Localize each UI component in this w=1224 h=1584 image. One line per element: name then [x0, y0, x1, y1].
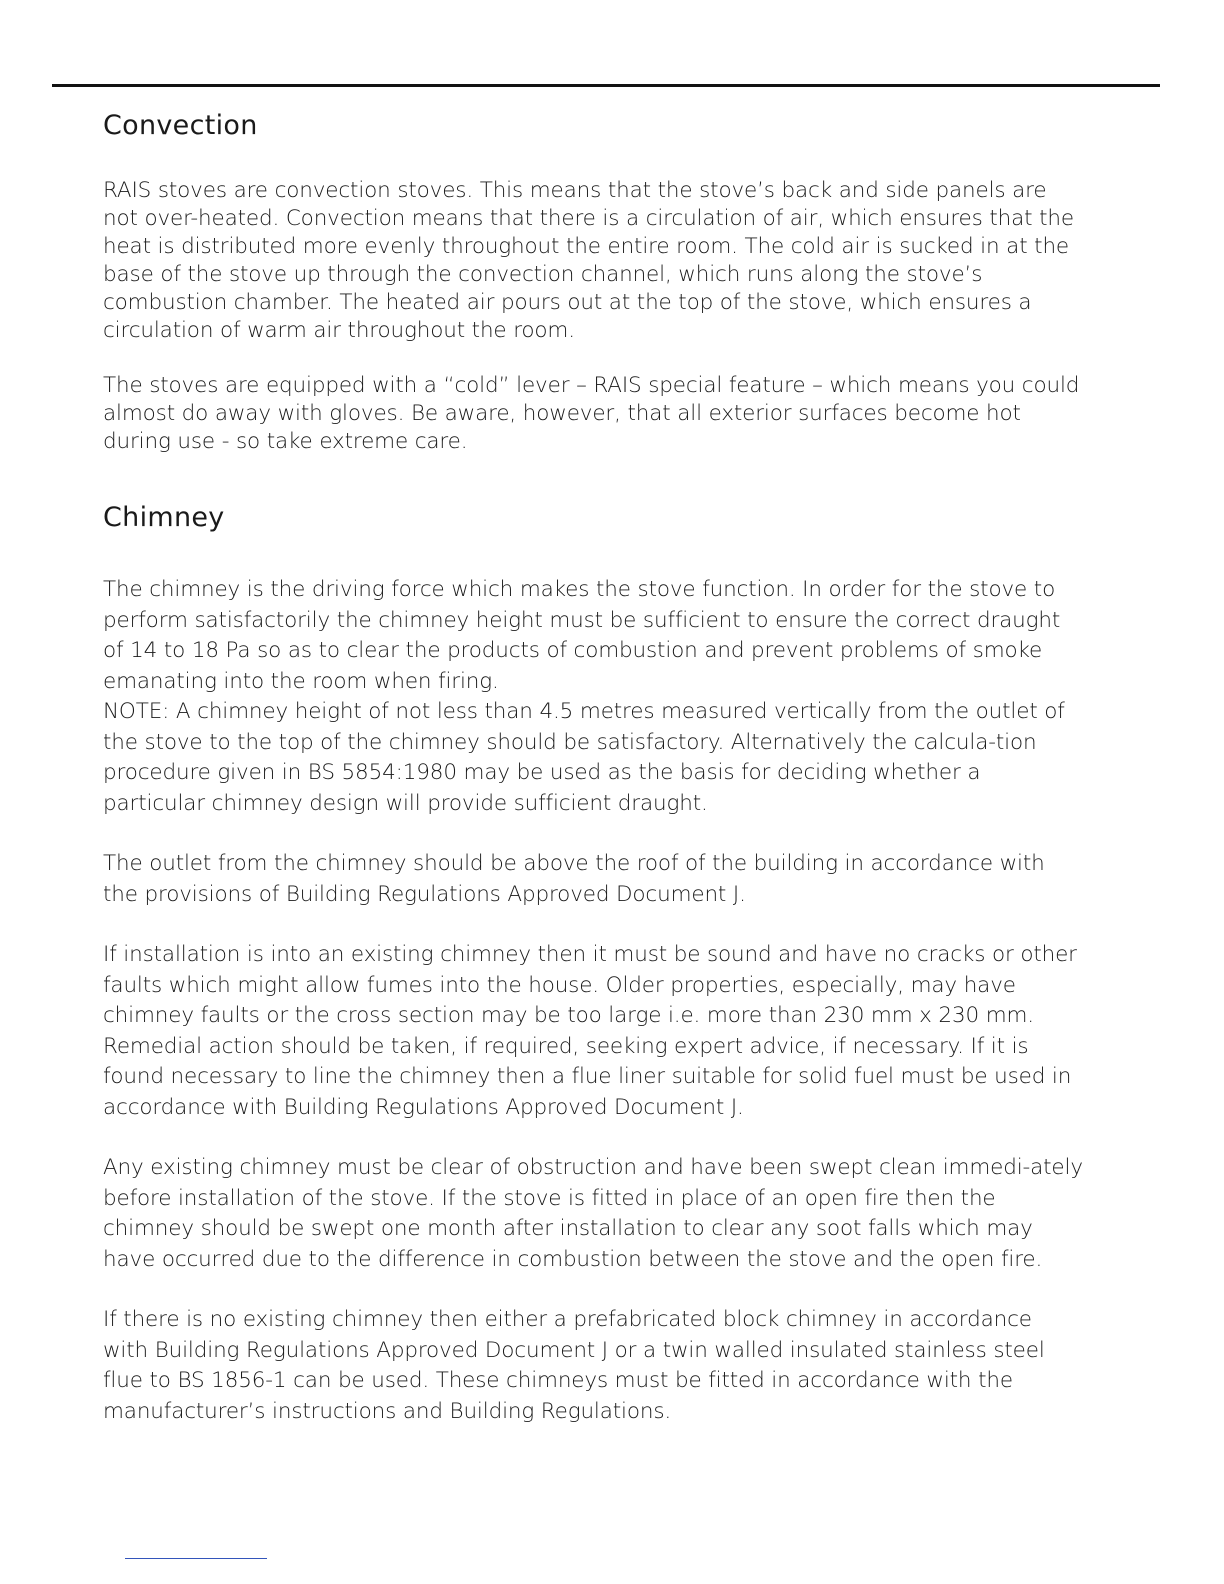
convection-paragraph-2: The stoves are equipped with a “cold” lever – RAIS special feature – which means you could almost do away with gloves. Be aware, however, that all exterior surfaces become hot during use - so take extreme care. — [103, 373, 1080, 454]
convection-heading: Convection — [103, 110, 258, 141]
page-content — [103, 110, 1083, 1427]
bottom-underline-mark — [125, 1558, 267, 1559]
convection-paragraph-1: RAIS stoves are convection stoves. This means that the stove’s back and side panels are not over-heated. Convection means that there is a circulation of air, which ensures that the heat is distributed more evenly throughout the entire room. The cold air is sucked in at the base of the stove up through the convection channel, which runs along the stove’s combustion chamber. The heated air pours out at the top of the stove, which ensures a circulation of warm air throughout the room. — [103, 178, 1074, 343]
chimney-heading: Chimney — [103, 502, 225, 533]
chimney-paragraph-5: Any existing chimney must be clear of obstruction and have been swept clean immedi-ately before installation of the stove. If the stove is fitted in place of an open fire then the chimney should be swept one month after installation to clear any soot falls which may have occurred due to the difference in combustion between the stove and the open fire. — [103, 1155, 1083, 1272]
chimney-paragraph-1: The chimney is the driving force which makes the stove function. In order for the stove to perform satisfactorily the chimney height must be sufficient to ensure the correct draught of 14 to 18 Pa so as to clear the products of combustion and prevent problems of smoke emanating into the room when firing. — [103, 577, 1061, 694]
top-rule-divider — [52, 84, 1160, 87]
chimney-section — [103, 502, 1083, 1427]
chimney-paragraph-3: The outlet from the chimney should be above the roof of the building in accordance with the provisions of Building Regulations Approved Document J. — [103, 851, 1045, 907]
chimney-note-paragraph: NOTE: A chimney height of not less than 4.5 metres measured vertically from the outlet of the stove to the top of the chimney should be satisfactory. Alternatively the calcula-tion procedure given in BS 5854:1980 may be used as the basis for deciding whether a particular chimney design will provide sufficient draught. — [103, 699, 1065, 816]
convection-section — [103, 110, 1083, 456]
chimney-paragraph-4: If installation is into an existing chimney then it must be sound and have no cracks or other faults which might allow fumes into the house. Older properties, especially, may have chimney faults or the cross section may be too large i.e. more than 230 mm x 230 mm. Remedial action should be taken, if required, seeking expert advice, if necessary. If it is found necessary to line the chimney then a flue liner suitable for solid fuel must be used in accordance with Building Regulations Approved Document J. — [103, 942, 1077, 1120]
chimney-paragraph-6: If there is no existing chimney then either a prefabricated block chimney in accordance with Building Regulations Approved Document J or a twin walled insulated stainless steel flue to BS 1856-1 can be used. These chimneys must be fitted in accordance with the manufacturer’s instructions and Building Regulations. — [103, 1307, 1045, 1424]
